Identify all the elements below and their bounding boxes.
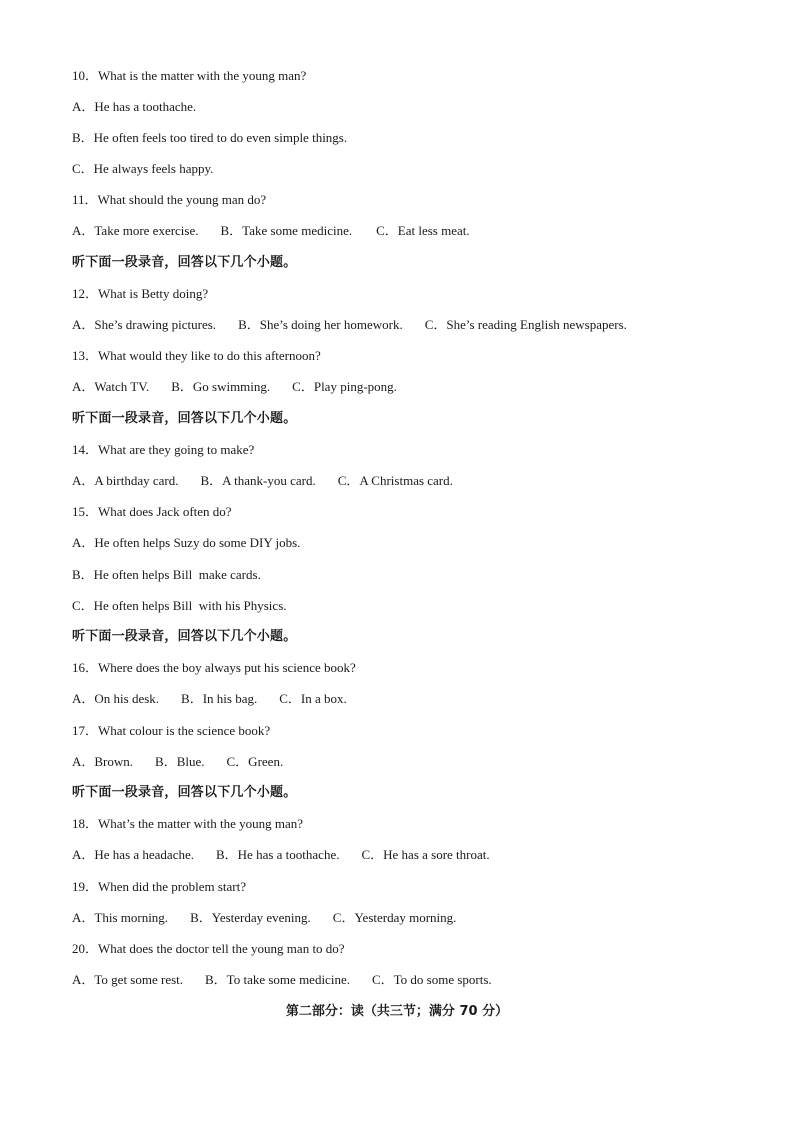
question-19-option-a: A．This morning. bbox=[72, 910, 169, 925]
question-14-stem: 14．What are they going to make? bbox=[72, 442, 255, 457]
section-heading-4: 听下面一段录音，回答以下几个小题。 bbox=[72, 785, 297, 800]
section-heading-3: 听下面一段录音，回答以下几个小题。 bbox=[72, 629, 297, 644]
question-16-options bbox=[72, 691, 347, 707]
question-19-options bbox=[72, 910, 456, 926]
question-13-options bbox=[72, 379, 397, 395]
question-20-option-b: B．To take some medicine. bbox=[205, 972, 350, 987]
question-18-option-a: A．He has a headache. bbox=[72, 847, 194, 862]
question-11-options bbox=[72, 223, 470, 239]
question-14-option-a: A．A birthday card. bbox=[72, 473, 179, 488]
question-19-stem: 19．When did the problem start? bbox=[72, 879, 247, 894]
question-17-options bbox=[72, 754, 283, 770]
question-13-option-a: A．Watch TV. bbox=[72, 379, 150, 394]
question-11-option-c: C．Eat less meat. bbox=[376, 223, 470, 238]
question-10-stem: 10．What is the matter with the young man? bbox=[72, 68, 307, 83]
question-20-option-c: C．To do some sports. bbox=[371, 972, 492, 987]
question-11-option-b: B．Take some medicine. bbox=[220, 223, 353, 238]
question-20-options bbox=[72, 972, 492, 988]
question-17-option-a: A．Brown. bbox=[72, 754, 134, 769]
question-19-option-c: C．Yesterday morning. bbox=[332, 910, 457, 925]
question-13-option-c: C．Play ping-pong. bbox=[292, 379, 397, 394]
question-17-option-b: B．Blue. bbox=[155, 754, 205, 769]
question-14-option-c: C．A Christmas card. bbox=[337, 473, 453, 488]
question-16-option-c: C．In a box. bbox=[279, 691, 347, 706]
question-12-option-a: A．She’s drawing pictures. bbox=[72, 317, 217, 332]
question-20-stem: 20．What does the doctor tell the young man to do? bbox=[72, 941, 345, 956]
question-15-option-a: A．He often helps Suzy do some DIY jobs. bbox=[72, 535, 301, 550]
question-18-options bbox=[72, 847, 490, 863]
part-two-title: 第二部分：读（共三节；满分 70 分） bbox=[285, 1004, 509, 1019]
question-12-option-b: B．She’s doing her homework. bbox=[238, 317, 403, 332]
question-14-option-b: B．A thank-you card. bbox=[200, 473, 316, 488]
question-15-option-c: C．He often helps Bill with his Physics. bbox=[72, 598, 287, 613]
question-16-stem: 16．Where does the boy always put his science book? bbox=[72, 660, 356, 675]
question-12-option-c: C．She’s reading English newspapers. bbox=[424, 317, 627, 332]
section-heading-1: 听下面一段录音，回答以下几个小题。 bbox=[72, 255, 297, 270]
question-16-option-b: B．In his bag. bbox=[181, 691, 258, 706]
question-12-options bbox=[72, 317, 627, 333]
question-11-stem: 11．What should the young man do? bbox=[72, 192, 267, 207]
section-heading-2: 听下面一段录音，回答以下几个小题。 bbox=[72, 411, 297, 426]
question-13-option-b: B．Go swimming. bbox=[171, 379, 271, 394]
question-11-option-a: A．Take more exercise. bbox=[72, 223, 199, 238]
question-19-option-b: B．Yesterday evening. bbox=[190, 910, 311, 925]
question-20-option-a: A．To get some rest. bbox=[72, 972, 184, 987]
question-17-option-c: C．Green. bbox=[226, 754, 284, 769]
question-15-option-b: B．He often helps Bill make cards. bbox=[72, 567, 261, 582]
question-10-option-a: A．He has a toothache. bbox=[72, 99, 197, 114]
question-10-option-c: C．He always feels happy. bbox=[72, 161, 214, 176]
question-15-stem: 15．What does Jack often do? bbox=[72, 504, 232, 519]
question-14-options bbox=[72, 473, 453, 489]
question-18-option-b: B．He has a toothache. bbox=[216, 847, 340, 862]
question-12-stem: 12．What is Betty doing? bbox=[72, 286, 209, 301]
question-16-option-a: A．On his desk. bbox=[72, 691, 160, 706]
question-17-stem: 17．What colour is the science book? bbox=[72, 723, 271, 738]
question-10-option-b: B．He often feels too tired to do even simple things. bbox=[72, 130, 348, 145]
question-13-stem: 13．What would they like to do this afternoon? bbox=[72, 348, 321, 363]
question-18-stem: 18．What’s the matter with the young man? bbox=[72, 816, 304, 831]
question-18-option-c: C．He has a sore throat. bbox=[361, 847, 490, 862]
